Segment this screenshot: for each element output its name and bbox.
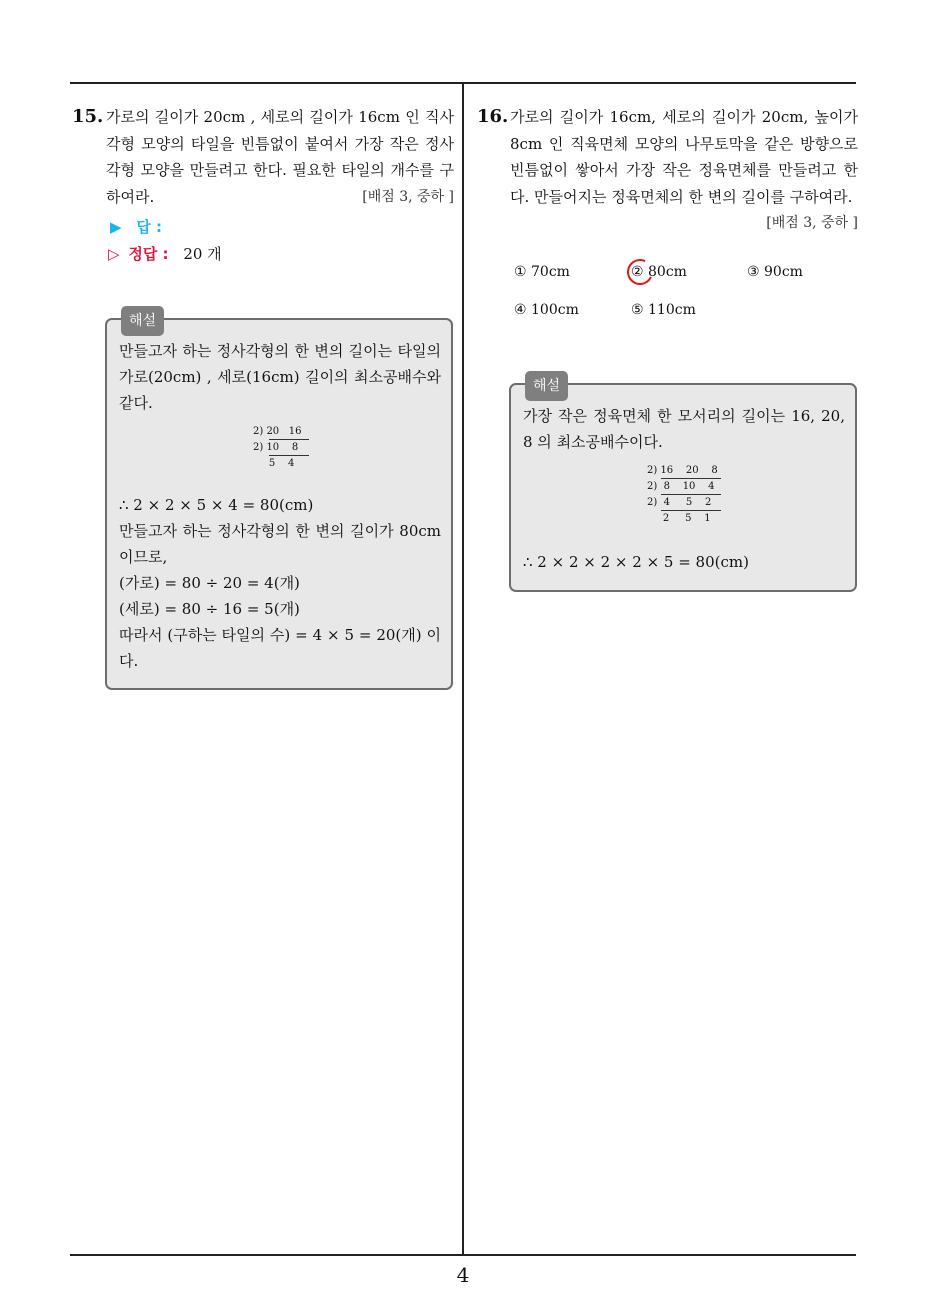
correct-answer-row: [108, 243, 222, 264]
column-divider: [462, 83, 464, 1255]
option-2[interactable]: ② 80cm: [631, 264, 687, 280]
solution-15-intro: [119, 338, 441, 416]
bottom-rule: [70, 1254, 856, 1256]
option-4[interactable]: ④ 100cm: [514, 302, 579, 318]
question-15-meta: [배점 3, 중하 ]: [362, 189, 454, 205]
selected-answer-circle: [623, 255, 656, 288]
solution-line: (세로) = 80 ÷ 16 = 5(개): [119, 600, 300, 618]
solution-line: ∴ 2 × 2 × 2 × 2 × 5 = 80(cm): [523, 553, 749, 571]
division-row: 2) 16 20 8: [647, 465, 718, 476]
question-16-text: 가로의 길이가 16cm, 세로의 길이가 20cm, 높이가 8cm 인 직육면체 모양의 나무토막을 같은 방향으로 빈틈없이 쌓아서 가장 작은 정육면체를 만들려고 한다. 만들어지는 정육면체의 한 변의 길이를 구하여라.: [510, 108, 858, 206]
solution-line: (가로) = 80 ÷ 20 = 4(개): [119, 574, 300, 592]
solution-tag: 해설: [121, 306, 164, 336]
division-table-15: [253, 424, 301, 472]
solution-tag: 해설: [525, 371, 568, 401]
solution-16-body: [523, 549, 845, 575]
answer-marker: ▶: [110, 218, 122, 236]
division-row: 2 5 1: [647, 513, 711, 524]
solution-line: ∴ 2 × 2 × 5 × 4 = 80(cm): [119, 496, 314, 514]
question-16-meta: [배점 3, 중하 ]: [766, 215, 858, 231]
division-row: 2) 20 16: [253, 426, 302, 437]
question-15-text: 가로의 길이가 20cm , 세로의 길이가 16cm 인 직사각형 모양의 타일을 빈틈없이 붙여서 가장 작은 정사각형 모양을 만들려고 한다. 필요한 타일의 개수를 구하여라.: [106, 108, 454, 206]
option-3[interactable]: ③ 90cm: [747, 264, 803, 280]
correct-marker: ▷: [108, 245, 120, 263]
solution-box-16: [509, 378, 857, 592]
page-number: 4: [456, 1263, 470, 1287]
solution-line: 만들고자 하는 정사각형의 한 변의 길이가 80cm 이므로,: [119, 522, 441, 566]
division-table-16: [647, 463, 718, 527]
division-row: 2) 4 5 2: [647, 497, 712, 508]
solution-16-intro: [523, 403, 845, 455]
answer-label: 답 :: [136, 218, 163, 236]
answer-row: [110, 216, 162, 237]
question-16-number: 16.: [477, 106, 509, 127]
division-row: 2) 10 8: [253, 442, 299, 453]
division-row: 5 4: [253, 458, 295, 469]
option-5[interactable]: ⑤ 110cm: [631, 302, 696, 318]
solution-line: 따라서 (구하는 타일의 수) = 4 × 5 = 20(개) 이다.: [119, 626, 441, 670]
option-1[interactable]: ① 70cm: [514, 264, 570, 280]
question-15-number: 15.: [72, 106, 104, 127]
correct-value: 20 개: [183, 245, 222, 263]
solution-line: 만들고자 하는 정사각형의 한 변의 길이는 타일의 가로(20cm) , 세로(16cm) 길이의 최소공배수와 같다.: [119, 342, 441, 412]
solution-line: 가장 작은 정육면체 한 모서리의 길이는 16, 20, 8 의 최소공배수이다.: [523, 407, 845, 451]
question-16: [510, 104, 858, 237]
solution-box-15: [105, 313, 453, 690]
solution-15-body: [119, 492, 441, 674]
correct-label: 정답 :: [128, 245, 169, 263]
division-row: 2) 8 10 4: [647, 481, 715, 492]
question-15: [106, 104, 454, 211]
